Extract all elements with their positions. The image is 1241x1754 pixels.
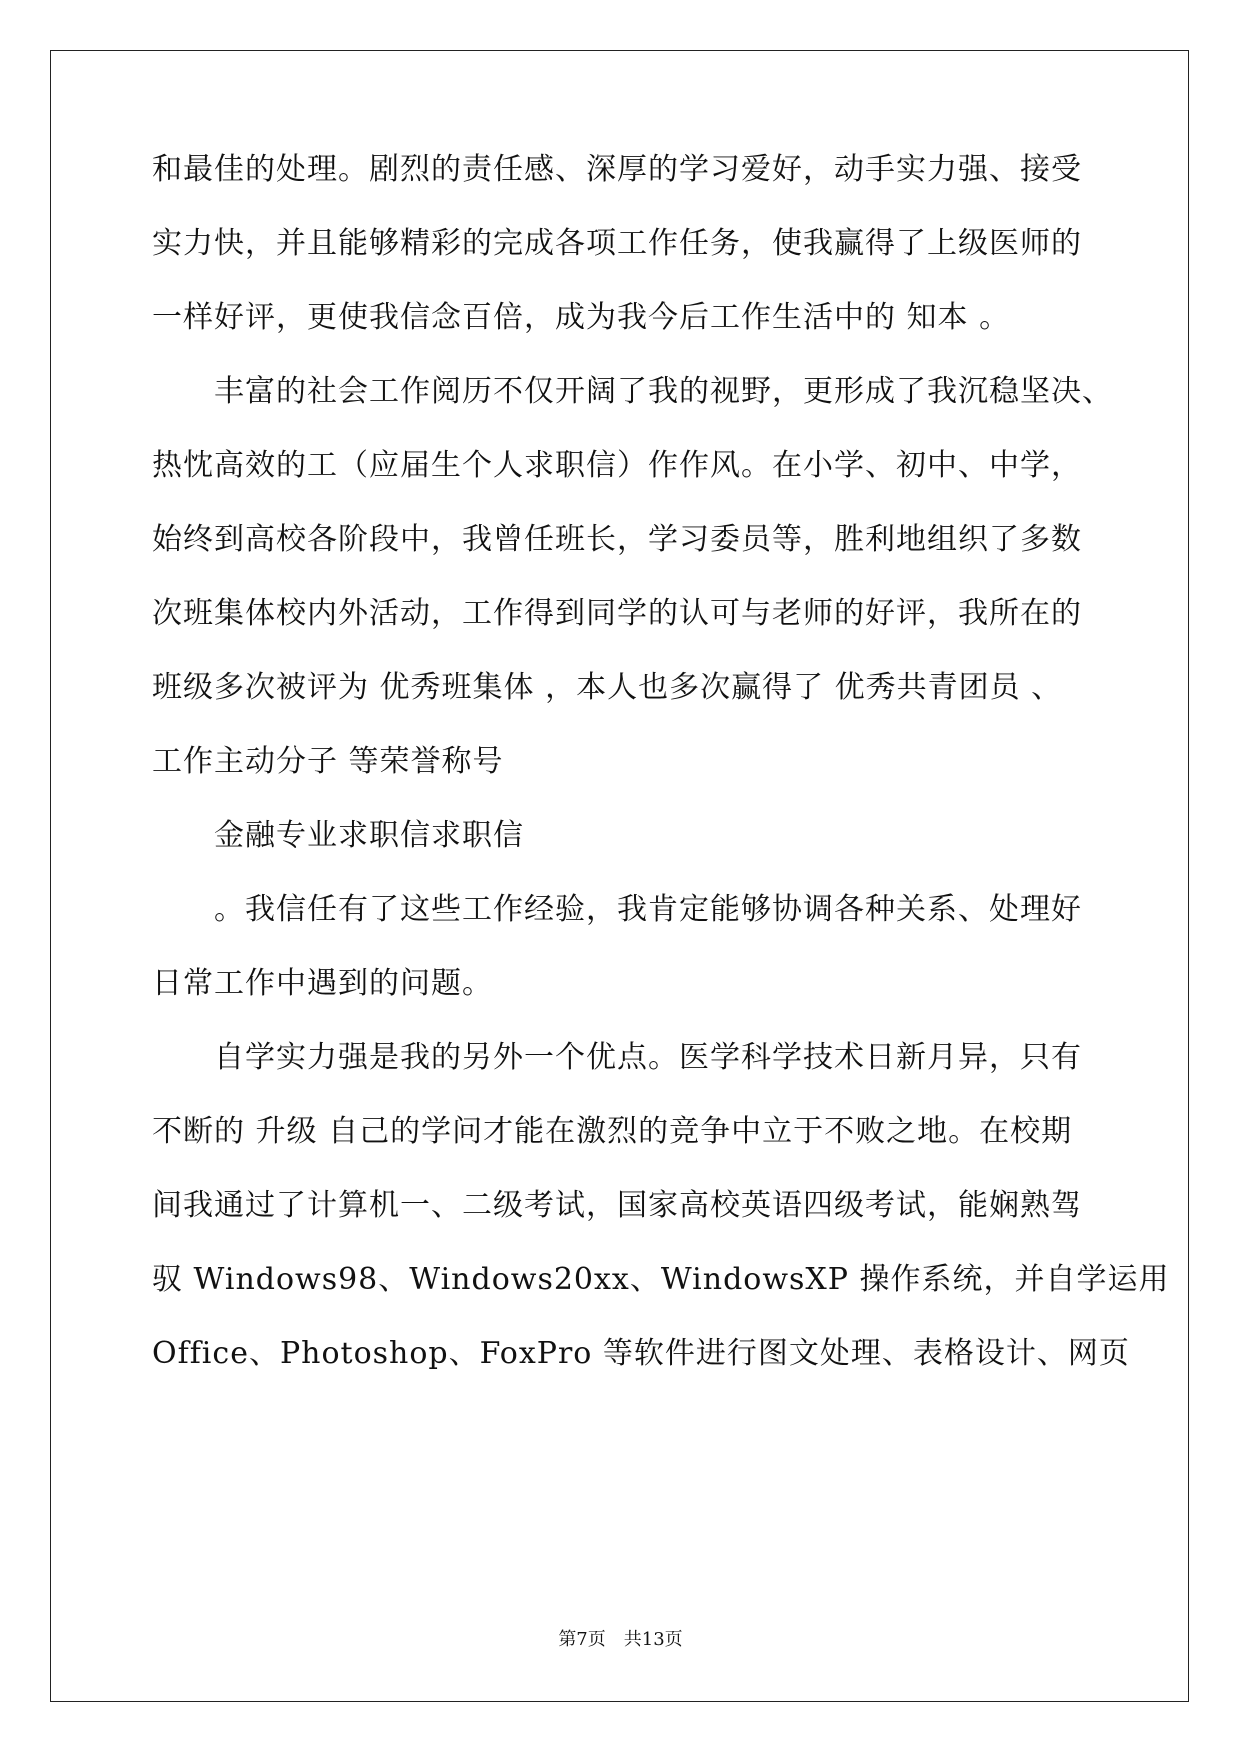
text-line: 丰富的社会工作阅历不仅开阔了我的视野，更形成了我沉稳坚决、 — [214, 374, 1113, 409]
text-line: 和最佳的处理。剧烈的责任感、深厚的学习爱好，动手实力强、接受 — [152, 152, 1082, 187]
text-line: 热忱高效的工（应届生个人求职信）作作风。在小学、初中、中学， — [152, 448, 1082, 483]
text-line: 班级多次被评为 优秀班集体 ，本人也多次赢得了 优秀共青团员 、 — [152, 670, 1063, 705]
text-line: 实力快，并且能够精彩的完成各项工作任务，使我赢得了上级医师的 — [152, 226, 1082, 261]
text-line: 工作主动分子 等荣誉称号 — [152, 744, 504, 779]
text-line: 一样好评，更使我信念百倍，成为我今后工作生活中的 知本 。 — [152, 300, 1011, 335]
text-line: 间我通过了计算机一、二级考试，国家高校英语四级考试，能娴熟驾 — [152, 1188, 1082, 1223]
section-heading: 金融专业求职信求职信 — [214, 818, 524, 853]
text-line: 。我信任有了这些工作经验，我肯定能够协调各种关系、处理好 — [214, 892, 1082, 927]
text-line: 不断的 升级 自己的学问才能在激烈的竞争中立于不败之地。在校期 — [152, 1114, 1073, 1149]
text-line: 次班集体校内外活动，工作得到同学的认可与老师的好评，我所在的 — [152, 596, 1082, 631]
text-line: Office、Photoshop、FoxPro 等软件进行图文处理、表格设计、网页 — [152, 1336, 1130, 1371]
text-line: 始终到高校各阶段中，我曾任班长，学习委员等，胜利地组织了多数 — [152, 522, 1082, 557]
text-line: 自学实力强是我的另外一个优点。医学科学技术日新月异，只有 — [214, 1040, 1082, 1075]
text-line: 驭 Windows98、Windows20xx、WindowsXP 操作系统，并自学运用 — [152, 1262, 1170, 1297]
text-line: 日常工作中遇到的问题。 — [152, 966, 493, 1001]
page-number-footer: 第7页 共13页 — [558, 1629, 683, 1650]
